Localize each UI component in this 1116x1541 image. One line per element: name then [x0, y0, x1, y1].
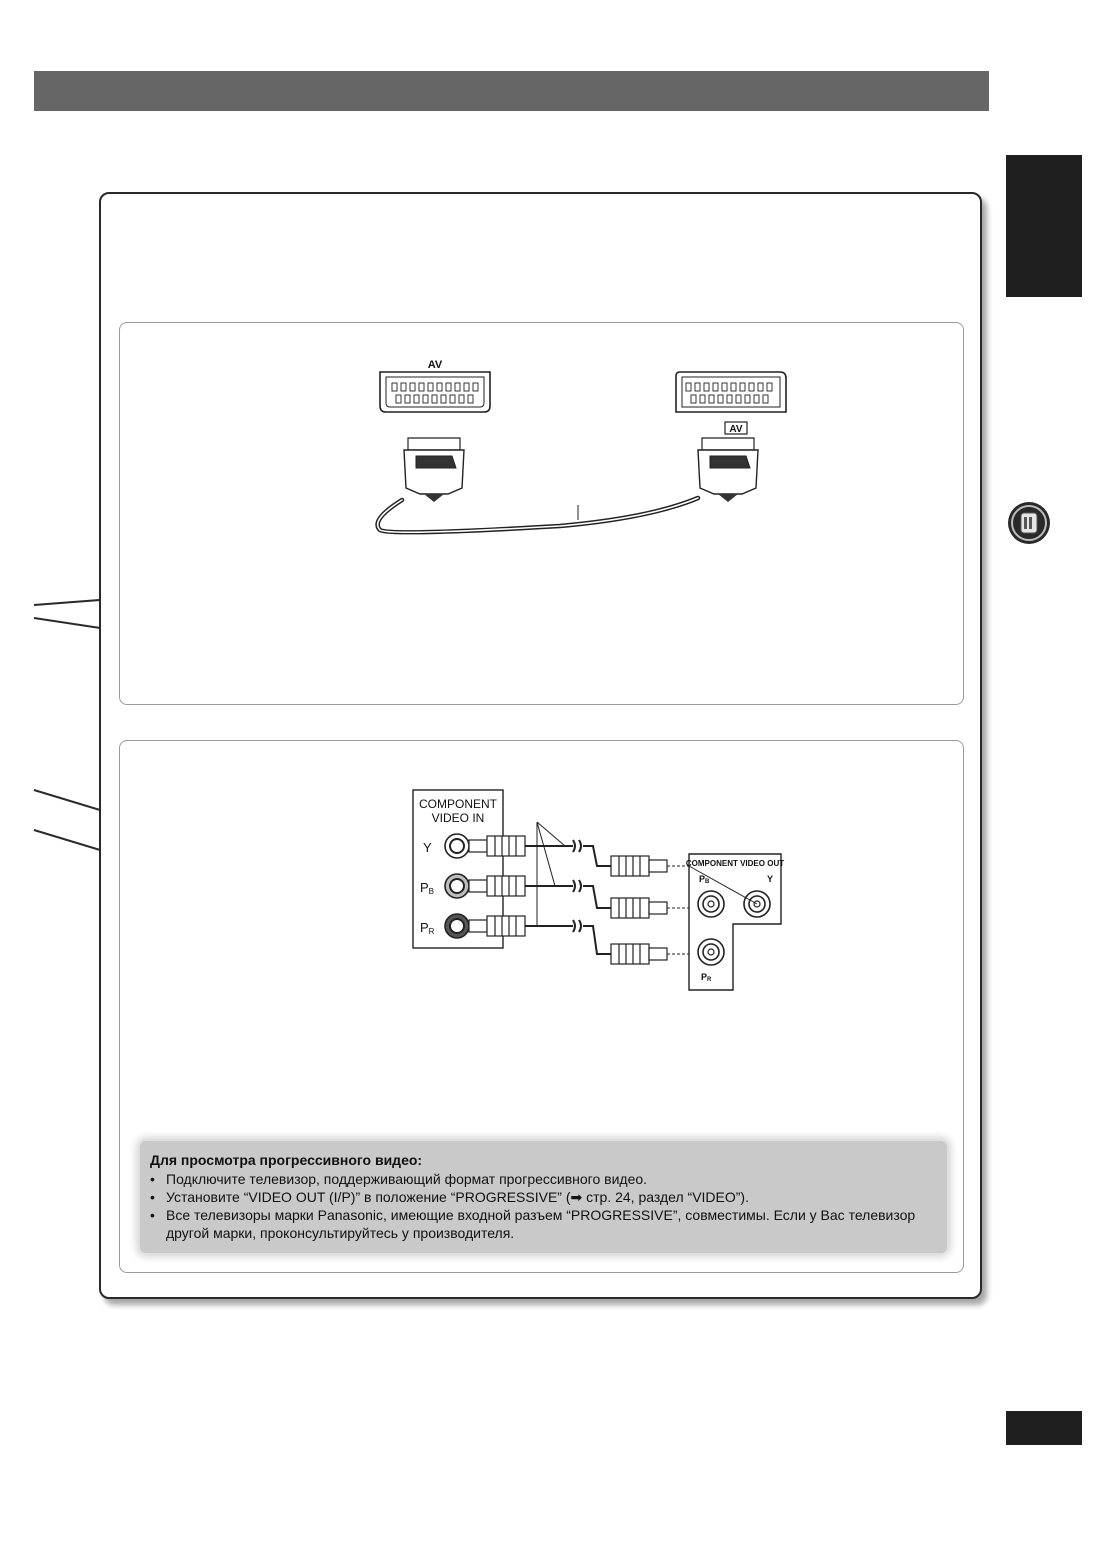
player-side-plugs [611, 856, 667, 964]
note-item: • Все телевизоры марки Panasonic, имеющие входной разъем “PROGRESSIVE”, совместимы. Если у Вас телевизор другой марки, проконсультируйтесь у производителя. [150, 1206, 935, 1242]
tv-panel-title-1: COMPONENT [419, 797, 497, 811]
note-item: • Установите “VIDEO OUT (I/P)” в положение “PROGRESSIVE” (➡ стр. 24, раздел “VIDEO”). [150, 1188, 935, 1206]
tv-scart-plug [698, 438, 758, 502]
player-jack-pr-label: PR [701, 972, 712, 983]
tv-jack-pr-label: PR [420, 920, 435, 936]
tv-jack-y-label: Y [423, 840, 432, 855]
callout-wedges [28, 560, 108, 880]
scart-cable-diagram [330, 350, 810, 540]
tv-side-plugs [469, 836, 525, 936]
disc-info-icon [1006, 500, 1052, 546]
section-header-bar [34, 71, 989, 111]
tv-av-label: AV [729, 424, 743, 435]
tv-panel-title-2: VIDEO IN [431, 811, 485, 825]
tv-scart-socket [676, 372, 786, 412]
page-number-tab [1006, 1411, 1082, 1445]
language-side-tab [1006, 155, 1082, 297]
tv-jacks [445, 834, 469, 938]
player-panel-title: COMPONENT VIDEO OUT [685, 859, 785, 868]
component-video-diagram [405, 786, 795, 996]
component-cables [525, 840, 611, 954]
note-title: Для просмотра прогрессивного видео: [150, 1152, 423, 1168]
player-jack-pb-label: PB [699, 874, 710, 885]
player-av-label: AV [427, 359, 443, 371]
cable-callout-lines [537, 822, 565, 926]
player-jack-y-label: Y [767, 874, 774, 884]
progressive-video-note [140, 1141, 947, 1253]
player-scart-plug [404, 438, 464, 502]
note-item: • Подключите телевизор, поддерживающий формат прогрессивного видео. [150, 1170, 935, 1188]
tv-jack-pb-label: PB [420, 880, 435, 896]
player-scart-socket [380, 372, 490, 412]
note-list [150, 1170, 935, 1242]
